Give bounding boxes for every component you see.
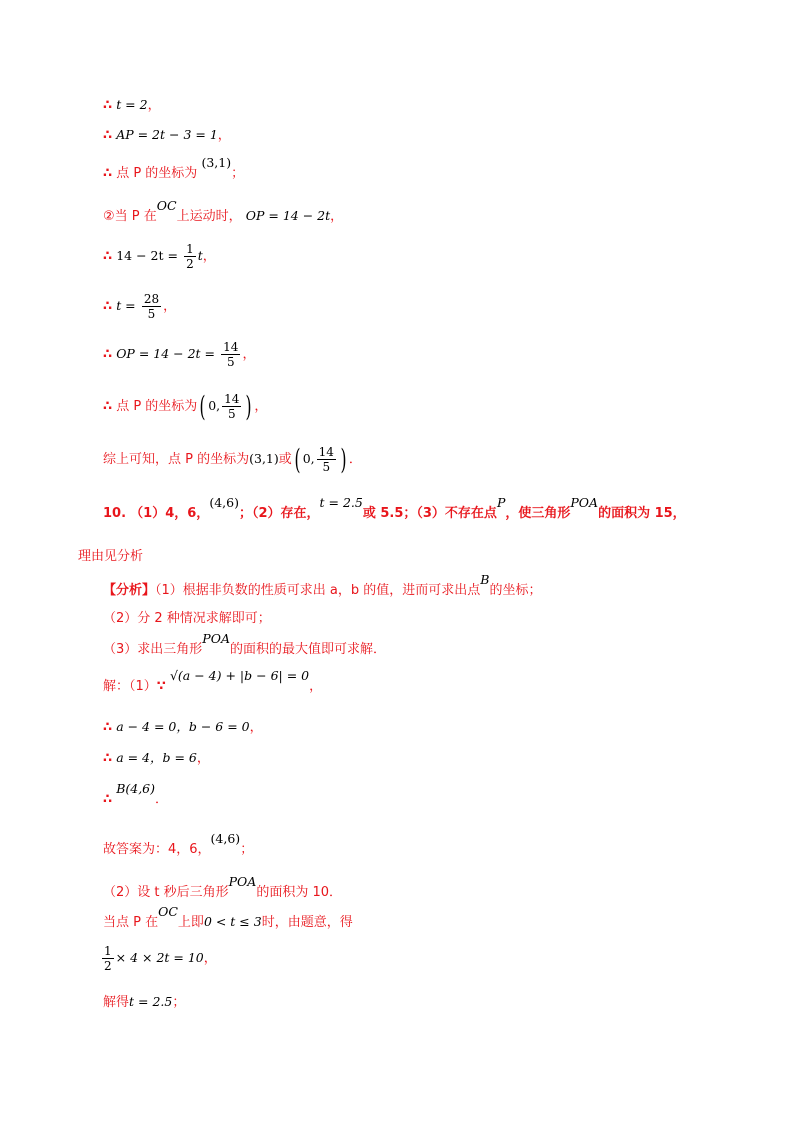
math-expression: √(a − 4) + |b − 6| = 0: [169, 668, 310, 683]
solution-line-1: [103, 668, 323, 696]
line-ap: [103, 126, 231, 145]
fraction-28-5: $\frac{28}{5}$: [143, 292, 160, 321]
text: ；（2）存在，: [238, 506, 320, 521]
because-symbol: ∵: [156, 679, 166, 694]
math-expression: t =: [116, 298, 136, 313]
line-op-14-5: [103, 340, 255, 369]
math-expression: 14 − 2t =: [116, 248, 178, 263]
punct: ，: [330, 209, 344, 224]
math-zero: 0,: [208, 398, 221, 413]
therefore-symbol: ∴: [103, 249, 113, 264]
math-var: B: [480, 572, 490, 587]
text: 解得: [103, 995, 130, 1010]
line-equation-half: [103, 242, 216, 271]
text: 的面积为 15，: [598, 506, 686, 521]
math-oc: OC: [156, 198, 177, 213]
therefore-symbol: ∴: [103, 347, 113, 362]
punct: ，: [242, 347, 256, 362]
math-expression: AP = 2t − 3 = 1: [116, 127, 218, 142]
line-t-28-5: [103, 292, 176, 321]
line-t-equals-2: [103, 96, 161, 115]
therefore-symbol: ∴: [103, 792, 113, 807]
punct: ，: [203, 951, 217, 966]
punct: ，: [217, 128, 231, 143]
analysis-tag: 【分析】: [103, 583, 156, 598]
line-summary: [103, 442, 362, 476]
punct: ，: [147, 98, 161, 113]
fraction-half: $\frac{1}{2}$: [186, 242, 194, 271]
text: 的坐标；: [489, 583, 542, 598]
punct: ．: [155, 792, 169, 807]
math-expression: t = 2: [116, 97, 148, 112]
text: （2）设 t 秒后三角形: [103, 885, 229, 900]
therefore-symbol: ∴: [103, 166, 113, 181]
therefore-symbol: ∴: [103, 720, 113, 735]
therefore-symbol: ∴: [103, 299, 113, 314]
punct: ，: [309, 679, 323, 694]
text: （1）4，6，: [130, 506, 210, 521]
text: 综上可知，点 P 的坐标为: [103, 452, 250, 467]
text: （1）根据非负数的性质可求出 a，b 的值，进而可求出点: [155, 583, 481, 598]
line-p-coord-1: [103, 155, 245, 183]
punct: ，: [249, 720, 263, 735]
paren-left: (: [199, 389, 206, 423]
paren-left: (: [294, 442, 301, 476]
analysis-line-3: [103, 631, 386, 659]
math-coord: (4,6): [210, 831, 241, 846]
line-p-coord-2: [103, 389, 268, 423]
text: （3）求出三角形: [103, 642, 203, 657]
math-oc: OC: [158, 904, 178, 919]
math-expression: 0 < t ≤ 3: [203, 914, 262, 929]
punct: ，: [196, 751, 210, 766]
part2-equation: [100, 944, 217, 973]
analysis-line: [103, 572, 542, 600]
solution-line-4: [103, 781, 169, 809]
punct: ，: [202, 249, 216, 264]
punct: ，: [254, 399, 268, 414]
math-expression: a = 4，b = 6: [116, 750, 197, 765]
text: 解：（1）: [103, 679, 157, 694]
therefore-symbol: ∴: [103, 751, 113, 766]
math-expression: a − 4 = 0，b − 6 = 0: [116, 719, 250, 734]
line-p-on-oc: [103, 198, 344, 226]
punct: ；: [231, 166, 245, 181]
text: 理由见分析: [78, 549, 144, 564]
fraction-14-5: $\frac{14}{5}$: [224, 392, 240, 421]
math-coord: (3,1): [201, 155, 232, 170]
part2-line-2: [103, 904, 353, 932]
text: 当点 P 在: [103, 915, 159, 930]
math-coord: (4,6): [209, 495, 239, 510]
therefore-symbol: ∴: [103, 399, 113, 414]
text: 的面积的最大值即可求解．: [229, 642, 386, 657]
math-expression: OP = 14 − 2t =: [116, 346, 216, 361]
math-expression: OP = 14 − 2t: [245, 208, 331, 223]
math-var: POA: [228, 874, 257, 889]
paren-right: ): [245, 389, 252, 423]
text: 故答案为：4，6，: [103, 842, 211, 857]
paren-right: ): [340, 442, 347, 476]
var-t: t: [197, 248, 203, 263]
text: 上即: [177, 915, 204, 930]
text: 或 5.5；（3）不存在点: [362, 506, 497, 521]
part2-result: [103, 993, 185, 1012]
therefore-symbol: ∴: [103, 128, 113, 143]
math-expression: t = 2.5: [319, 495, 363, 510]
punct: ；: [240, 842, 254, 857]
math-expression: B(4,6): [116, 781, 156, 796]
math-zero: 0,: [302, 451, 315, 466]
text-or: 或: [278, 452, 292, 467]
math-var: P: [496, 495, 506, 510]
punct: ；: [172, 995, 186, 1010]
text: 点 P 的坐标为: [116, 399, 198, 414]
answer-line: [103, 831, 254, 859]
text: ，使三角形: [505, 506, 571, 521]
solution-line-2: [103, 718, 263, 737]
analysis-line-2: [103, 610, 271, 628]
fraction-14-5: $\frac{14}{5}$: [318, 445, 334, 474]
part2-line-1: [103, 874, 343, 902]
reason-line: [78, 548, 143, 566]
text: 时，由题意，得: [261, 915, 353, 930]
answer-10: [103, 495, 686, 523]
solution-line-3: [103, 749, 210, 768]
text: ②当 P 在: [103, 209, 157, 224]
punct: ，: [163, 299, 177, 314]
math-var: POA: [570, 495, 599, 510]
text: 点 P 的坐标为: [116, 166, 198, 181]
punct: ．: [348, 452, 362, 467]
math-coord: (3,1): [249, 451, 279, 466]
question-number: 10.: [103, 506, 127, 521]
text: （2）分 2 种情况求解即可；: [103, 611, 271, 626]
math-expression: × 4 × 2t = 10: [115, 950, 204, 965]
fraction-14-5: $\frac{14}{5}$: [223, 340, 239, 369]
math-var: POA: [202, 631, 230, 646]
text: 的面积为 10．: [256, 885, 343, 900]
text: 上运动时，: [176, 209, 242, 224]
fraction-half: $\frac{1}{2}$: [104, 944, 112, 973]
math-expression: t = 2.5: [129, 994, 173, 1009]
therefore-symbol: ∴: [103, 98, 113, 113]
